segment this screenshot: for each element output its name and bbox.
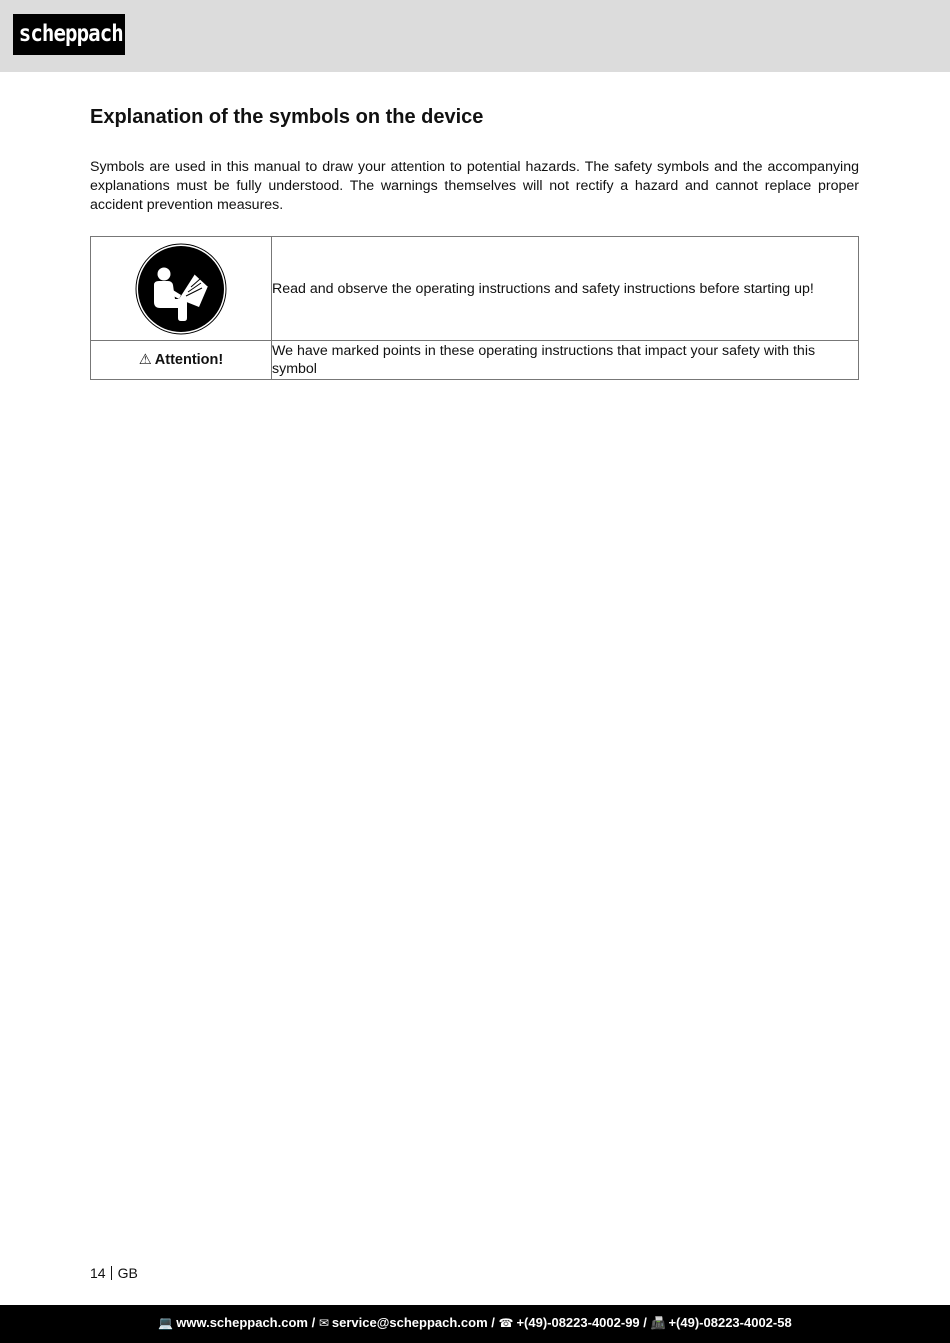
table-row: [91, 237, 859, 341]
footer-separator: /: [639, 1315, 651, 1330]
attention-text: Attention!: [154, 352, 224, 368]
page-title: Explanation of the symbols on the device: [90, 106, 484, 128]
attention-label: [139, 352, 223, 368]
fax-icon: 📠: [650, 1316, 666, 1330]
footer-separator: /: [487, 1315, 499, 1330]
page-number: [90, 1265, 138, 1281]
footer-fax: +(49)-08223-4002-58: [668, 1315, 792, 1330]
contact-footer: [0, 1305, 950, 1343]
warning-triangle-icon: ⚠: [138, 352, 152, 368]
symbol-description: We have marked points in these operating instructions that impact your safety with this symbol: [272, 341, 859, 380]
header-band: [0, 0, 950, 72]
symbol-description: Read and observe the operating instructions and safety instructions before starting up!: [272, 237, 859, 341]
page-language: GB: [117, 1265, 138, 1281]
page-separator: [111, 1266, 112, 1280]
mail-icon: ✉: [318, 1316, 329, 1330]
footer-website[interactable]: www.scheppach.com: [176, 1315, 308, 1330]
read-manual-icon: [135, 243, 227, 335]
phone-icon: ☎: [498, 1316, 514, 1330]
intro-paragraph: Symbols are used in this manual to draw your attention to potential hazards. The safety symbols and the accompanying explanations must be fully understood. The warnings themselves will not rectify a hazard and cannot replace proper accident prevention measures.: [90, 159, 859, 213]
symbol-cell: [91, 237, 272, 341]
footer-phone: +(49)-08223-4002-99: [516, 1315, 640, 1330]
table-row: [91, 341, 859, 380]
footer-separator: /: [307, 1315, 319, 1330]
symbol-cell: [91, 341, 272, 380]
page-number-value: 14: [90, 1265, 106, 1281]
logo-text: scheppach: [18, 21, 123, 47]
scheppach-logo: [13, 14, 125, 55]
symbols-table: [90, 236, 859, 380]
computer-icon: 💻: [158, 1316, 174, 1330]
footer-email[interactable]: service@scheppach.com: [331, 1315, 488, 1330]
